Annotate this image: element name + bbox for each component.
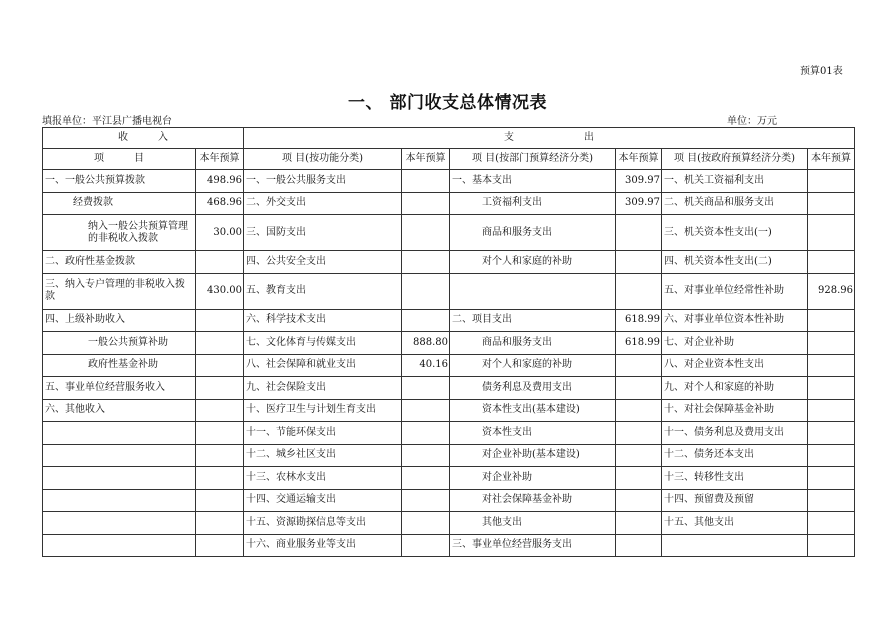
table-row [43,444,855,467]
func-budget: 888.80 [402,332,450,355]
gov-econ-item: 十四、预留费及预留 [662,489,808,512]
gov-econ-item: 十三、转移性支出 [662,467,808,490]
table-row [43,332,855,355]
col-func-header: 项 目(按功能分类) [244,149,402,170]
gov-econ-budget [808,467,855,490]
income-budget: 430.00 [196,273,244,309]
reporting-unit: 填报单位：平江县广播电视台 [42,116,172,127]
gov-econ-budget [808,192,855,215]
gov-econ-budget [808,215,855,251]
dept-econ-budget: 618.99 [616,309,662,332]
gov-econ-budget [808,444,855,467]
gov-econ-item: 四、机关资本性支出(二) [662,251,808,274]
func-item: 三、国防支出 [244,215,402,251]
func-budget [402,489,450,512]
gov-econ-budget [808,251,855,274]
income-item: 六、其他收入 [43,399,196,422]
income-budget: 498.96 [196,170,244,193]
gov-econ-item: 十一、债务利息及费用支出 [662,422,808,445]
table-row [43,309,855,332]
func-budget [402,444,450,467]
func-item: 二、外交支出 [244,192,402,215]
func-item: 四、公共安全支出 [244,251,402,274]
dept-econ-budget: 618.99 [616,332,662,355]
col-budget-header: 本年预算 [196,149,244,170]
func-item: 八、社会保障和就业支出 [244,354,402,377]
gov-econ-budget [808,354,855,377]
dept-econ-item: 对个人和家庭的补助 [450,354,616,377]
func-budget [402,309,450,332]
table-row [43,215,855,251]
dept-econ-budget [616,354,662,377]
dept-econ-budget [616,489,662,512]
income-item [43,489,196,512]
dept-econ-budget [616,273,662,309]
dept-econ-item: 资本性支出(基本建设) [450,399,616,422]
income-budget [196,467,244,490]
table-row [43,467,855,490]
income-header: 收 入 [43,128,244,149]
income-item: 经费拨款 [43,192,196,215]
income-budget [196,444,244,467]
gov-econ-item: 六、对事业单位资本性补助 [662,309,808,332]
func-item: 五、教育支出 [244,273,402,309]
income-item [43,512,196,535]
gov-econ-budget [808,377,855,400]
col-gov-econ-header: 项 目(按政府预算经济分类) [662,149,808,170]
dept-econ-item: 对企业补助(基本建设) [450,444,616,467]
income-budget [196,489,244,512]
func-budget [402,512,450,535]
income-budget [196,422,244,445]
gov-econ-budget [808,489,855,512]
func-item: 一、一般公共服务支出 [244,170,402,193]
income-budget [196,309,244,332]
gov-econ-budget [808,512,855,535]
gov-econ-budget [808,534,855,557]
income-budget [196,354,244,377]
dept-econ-budget [616,422,662,445]
func-budget [402,399,450,422]
gov-econ-budget [808,399,855,422]
func-item: 六、科学技术支出 [244,309,402,332]
func-budget [402,467,450,490]
func-item: 十一、节能环保支出 [244,422,402,445]
table-row [43,489,855,512]
func-budget [402,377,450,400]
func-item: 十五、资源勘探信息等支出 [244,512,402,535]
dept-econ-budget [616,512,662,535]
dept-econ-item: 商品和服务支出 [450,215,616,251]
income-budget: 468.96 [196,192,244,215]
dept-econ-budget [616,377,662,400]
func-item: 十、医疗卫生与计划生育支出 [244,399,402,422]
dept-econ-item [450,273,616,309]
func-budget [402,422,450,445]
func-budget [402,170,450,193]
func-item: 十二、城乡社区支出 [244,444,402,467]
expense-header: 支 出 [244,128,855,149]
dept-econ-item: 二、项目支出 [450,309,616,332]
currency-unit: 单位：万元 [727,116,777,127]
dept-econ-item: 商品和服务支出 [450,332,616,355]
dept-econ-item: 对企业补助 [450,467,616,490]
gov-econ-item: 十五、其他支出 [662,512,808,535]
dept-econ-budget [616,251,662,274]
table-row [43,534,855,557]
table-row [43,377,855,400]
dept-econ-budget [616,444,662,467]
income-item: 三、纳入专户管理的非税收入拨款 [43,273,196,309]
dept-econ-item: 三、事业单位经营服务支出 [450,534,616,557]
gov-econ-item: 二、机关商品和服务支出 [662,192,808,215]
gov-econ-item: 五、对事业单位经常性补助 [662,273,808,309]
income-item [43,422,196,445]
col-budget-header: 本年预算 [808,149,855,170]
func-item: 十三、农林水支出 [244,467,402,490]
gov-econ-item: 一、机关工资福利支出 [662,170,808,193]
table-row [43,273,855,309]
gov-econ-item: 十二、债务还本支出 [662,444,808,467]
dept-econ-budget: 309.97 [616,170,662,193]
gov-econ-budget [808,332,855,355]
income-item: 一般公共预算补助 [43,332,196,355]
col-dept-econ-header: 项 目(按部门预算经济分类) [450,149,616,170]
dept-econ-item: 资本性支出 [450,422,616,445]
income-budget [196,534,244,557]
func-budget [402,251,450,274]
income-budget: 30.00 [196,215,244,251]
gov-econ-item: 九、对个人和家庭的补助 [662,377,808,400]
income-budget [196,251,244,274]
income-item: 四、上级补助收入 [43,309,196,332]
func-budget [402,192,450,215]
gov-econ-item [662,534,808,557]
gov-econ-item: 七、对企业补助 [662,332,808,355]
table-row [43,422,855,445]
gov-econ-item: 三、机关资本性支出(一) [662,215,808,251]
form-number: 预算01表 [800,66,843,77]
dept-econ-budget: 309.97 [616,192,662,215]
func-item: 十六、商业服务业等支出 [244,534,402,557]
table-row [43,354,855,377]
dept-econ-item: 对个人和家庭的补助 [450,251,616,274]
income-item: 一、一般公共预算拨款 [43,170,196,193]
gov-econ-budget [808,170,855,193]
func-item: 九、社会保险支出 [244,377,402,400]
dept-econ-item: 债务利息及费用支出 [450,377,616,400]
dept-econ-item: 工资福利支出 [450,192,616,215]
page-title: 一、 部门收支总体情况表 [348,93,547,113]
dept-econ-budget [616,467,662,490]
income-budget [196,399,244,422]
func-budget [402,273,450,309]
gov-econ-item: 八、对企业资本性支出 [662,354,808,377]
income-item: 政府性基金补助 [43,354,196,377]
dept-econ-item: 一、基本支出 [450,170,616,193]
func-item: 七、文化体育与传媒支出 [244,332,402,355]
income-item: 二、政府性基金拨款 [43,251,196,274]
table-row [43,192,855,215]
income-budget [196,332,244,355]
col-budget-header: 本年预算 [402,149,450,170]
income-item: 纳入一般公共预算管理的非税收入拨款 [43,215,196,251]
func-budget: 40.16 [402,354,450,377]
dept-econ-budget [616,215,662,251]
table-row [43,512,855,535]
income-item: 五、事业单位经营服务收入 [43,377,196,400]
table-row [43,251,855,274]
income-budget [196,377,244,400]
table-row [43,399,855,422]
dept-econ-budget [616,399,662,422]
budget-table [42,127,855,557]
col-item-header: 项 目 [43,149,196,170]
table-row [43,170,855,193]
income-item [43,467,196,490]
dept-econ-budget [616,534,662,557]
income-budget [196,512,244,535]
income-item [43,534,196,557]
gov-econ-budget: 928.96 [808,273,855,309]
func-budget [402,215,450,251]
gov-econ-budget [808,309,855,332]
dept-econ-item: 其他支出 [450,512,616,535]
func-item: 十四、交通运输支出 [244,489,402,512]
income-item [43,444,196,467]
func-budget [402,534,450,557]
gov-econ-budget [808,422,855,445]
col-budget-header: 本年预算 [616,149,662,170]
dept-econ-item: 对社会保障基金补助 [450,489,616,512]
gov-econ-item: 十、对社会保障基金补助 [662,399,808,422]
